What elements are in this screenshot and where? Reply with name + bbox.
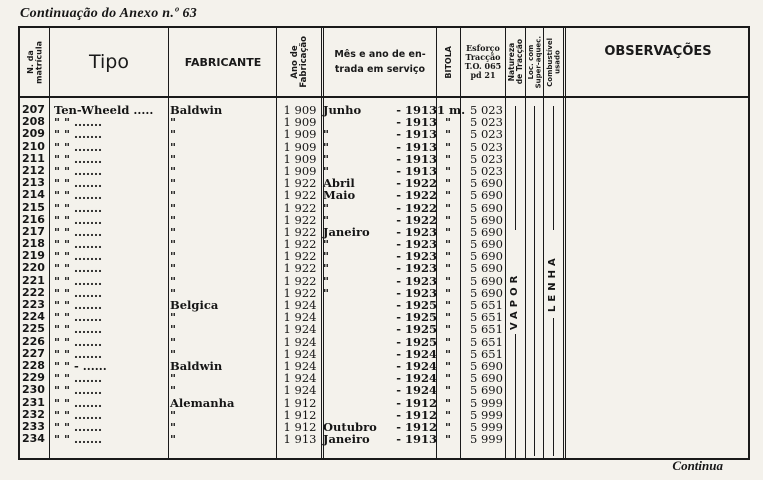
row-bitola: " [445,176,451,191]
row-ano-servico: - 1924 [396,383,437,398]
row-mes: " [323,249,329,264]
row-bitola: " [445,261,451,276]
row-esforco: 5 999 [470,419,503,434]
header-tipo: Tipo [89,51,129,73]
row-num: 228 [22,358,45,372]
row-bitola: " [445,346,451,361]
row-mes: Junho [323,103,362,117]
row-ano-servico: - 1922 [396,212,437,227]
row-fabricante: " [170,200,176,215]
table-row [20,384,748,396]
row-esforco: 5 023 [470,163,503,178]
row-ano: 1 922 [283,200,317,215]
table-row [20,238,748,250]
row-fabricante: " [170,151,176,166]
row-ano: 1 922 [283,285,317,300]
row-ano: 1 909 [283,139,317,154]
table-row [20,202,748,214]
row-mes: " [323,127,329,142]
row-num: 224 [22,310,45,324]
row-ano: 1 922 [283,176,317,191]
row-bitola: " [445,115,451,130]
row-ano-servico: - 1913 [396,127,437,142]
row-num: 217 [22,224,45,238]
row-fabricante: " [170,163,176,178]
table-row [20,433,748,445]
row-fabricante: " [170,346,176,361]
row-tipo: " " ....... [54,322,103,337]
row-fabricante: Alemanha [170,395,235,410]
row-ano: 1 913 [283,432,317,447]
row-tipo: " " ....... [54,212,103,227]
row-ano-servico: - 1922 [396,200,437,215]
row-ano: 1 922 [283,249,317,264]
row-mes: " [323,200,329,215]
row-num: 221 [22,273,45,287]
row-fabricante: " [170,310,176,325]
row-mes: Janeiro [323,432,370,447]
row-ano-servico: - 1913 [396,151,437,166]
row-bitola: " [445,139,451,154]
row-mes: " [323,237,329,252]
row-bitola: " [445,151,451,166]
row-ano-servico: - 1923 [396,261,437,276]
table-row [20,116,748,128]
row-esforco: 5 651 [470,322,503,337]
row-bitola: " [445,200,451,215]
row-esforco: 5 999 [470,407,503,422]
row-ano-servico: - 1913 [396,163,437,178]
row-fabricante: " [170,383,176,398]
row-esforco: 5 690 [470,200,503,215]
row-tipo: " " ....... [54,200,103,215]
row-ano: 1 909 [283,151,317,166]
row-num: 231 [22,395,45,409]
row-mes: Janeiro [323,224,370,239]
row-mes: Abril [323,176,355,191]
row-ano: 1 922 [283,212,317,227]
row-esforco: 5 690 [470,224,503,239]
table-row [20,336,748,348]
row-tipo: " " ....... [54,371,103,386]
page-footer: Continua [672,458,723,473]
row-bitola: " [445,298,451,312]
row-esforco: 5 023 [470,139,503,154]
row-bitola: " [445,383,451,398]
row-bitola: " [445,212,451,227]
row-mes: " [323,273,329,288]
row-num: 209 [22,127,45,141]
row-ano-servico: - 1925 [396,298,437,312]
row-ano-servico: - 1923 [396,249,437,264]
header-esforco: Esforço Tracção T.O. 065 pd 21 [464,42,502,81]
row-ano: 1 909 [283,115,317,130]
header-fabricante: FABRICANTE [184,55,262,69]
row-fabricante: " [170,139,176,154]
row-fabricante: " [170,176,176,191]
row-ano-servico: - 1925 [396,310,437,325]
row-esforco: 5 023 [470,103,503,117]
row-ano: 1 922 [283,188,317,203]
row-num: 223 [22,298,45,311]
table-row [20,128,748,140]
row-bitola: " [445,432,451,447]
row-ano: 1 924 [283,346,317,361]
table-row [20,360,748,372]
table-row [20,189,748,201]
table-row [20,226,748,238]
row-tipo: " " - ...... [54,358,107,373]
row-num: 226 [22,334,45,348]
header-num: N. da matrícula [25,40,43,84]
row-tipo: " " ....... [54,224,103,239]
row-esforco: 5 690 [470,371,503,386]
row-ano-servico: - 1924 [396,371,437,386]
locomotive-table [18,26,750,460]
row-mes: Maio [323,188,356,203]
page-header: Continuação do Anexo n.º 63 [20,6,198,21]
row-esforco: 5 690 [470,249,503,264]
row-bitola: " [445,285,451,300]
row-esforco: 5 690 [470,383,503,398]
table-row [20,372,748,384]
fuel-lenha-label: LENHA [547,254,558,312]
row-mes: Outubro [323,419,377,434]
row-esforco: 5 690 [470,273,503,288]
row-fabricante: " [170,224,176,239]
row-fabricante: Baldwin [170,358,223,373]
row-tipo: " " ....... [54,237,103,252]
row-tipo: " " ....... [54,176,103,191]
table-row [20,214,748,226]
row-fabricante: " [170,115,176,130]
row-bitola: " [445,419,451,434]
row-fabricante: " [170,249,176,264]
row-ano-servico: - 1913 [396,103,437,117]
row-esforco: 5 023 [470,127,503,142]
header-loc: Loc. com Super-aquec. [526,35,542,89]
row-esforco: 5 690 [470,188,503,203]
row-ano-servico: - 1923 [396,237,437,252]
row-ano-servico: - 1913 [396,139,437,154]
row-num: 218 [22,237,45,251]
row-ano: 1 912 [283,419,317,434]
row-num: 234 [22,432,45,446]
row-num: 215 [22,200,45,214]
row-tipo: " " ....... [54,139,103,154]
table-row [20,141,748,153]
row-esforco: 5 023 [470,151,503,166]
row-esforco: 5 651 [470,334,503,349]
row-tipo: " " ....... [54,383,103,398]
row-ano-servico: - 1925 [396,334,437,349]
row-esforco: 5 690 [470,358,503,373]
row-esforco: 5 999 [470,432,503,447]
row-bitola: " [445,249,451,264]
row-num: 227 [22,346,45,360]
row-ano-servico: - 1913 [396,432,437,447]
row-esforco: 5 690 [470,261,503,276]
row-fabricante: " [170,419,176,434]
row-esforco: 5 651 [470,298,503,312]
row-ano-servico: - 1923 [396,285,437,300]
row-bitola: " [445,310,451,325]
row-esforco: 5 023 [470,115,503,130]
row-tipo: " " ....... [54,407,103,422]
row-mes: " [323,163,329,178]
row-fabricante: Baldwin [170,103,223,117]
row-num: 230 [22,383,45,397]
row-esforco: 5 690 [470,212,503,227]
row-tipo: " " ....... [54,188,103,203]
table-row [20,323,748,335]
row-ano-servico: - 1923 [396,224,437,239]
header-rule [20,96,748,98]
row-bitola: 1 m. [437,103,466,117]
row-mes: " [323,212,329,227]
row-tipo: " " ....... [54,298,103,312]
row-ano: 1 912 [283,407,317,422]
table-row [20,177,748,189]
table-row [20,275,748,287]
row-num: 216 [22,212,45,226]
row-bitola: " [445,237,451,252]
header-mes: Mês e ano de en- trada em serviço [334,48,426,75]
row-ano: 1 922 [283,237,317,252]
row-fabricante: " [170,432,176,447]
row-ano-servico: - 1925 [396,322,437,337]
row-bitola: " [445,188,451,203]
row-tipo: " " ....... [54,151,103,166]
row-fabricante: " [170,273,176,288]
row-mes: " [323,139,329,154]
row-ano: 1 924 [283,298,317,312]
row-ano-servico: - 1924 [396,346,437,361]
row-num: 232 [22,407,45,421]
row-ano-servico: - 1924 [396,358,437,373]
row-fabricante: " [170,127,176,142]
row-fabricante: Belgica [170,298,219,312]
row-bitola: " [445,322,451,337]
header-combustivel: Combustível usado [545,37,561,87]
row-ano: 1 924 [283,310,317,325]
row-ano: 1 924 [283,358,317,373]
row-num: 222 [22,285,45,299]
row-bitola: " [445,395,451,410]
row-ano-servico: - 1922 [396,188,437,203]
row-tipo: " " ....... [54,419,103,434]
header-ano: Ano de Fabricação [290,36,309,88]
table-row [20,311,748,323]
row-ano-servico: - 1912 [396,419,437,434]
table-row [20,104,748,116]
row-ano: 1 924 [283,322,317,337]
header-natureza: Natureza de Tracção [507,39,524,85]
row-ano: 1 909 [283,103,317,117]
row-ano: 1 924 [283,383,317,398]
row-num: 210 [22,139,45,153]
row-num: 212 [22,163,45,177]
row-fabricante: " [170,322,176,337]
table-row [20,153,748,165]
row-esforco: 5 690 [470,176,503,191]
row-fabricante: " [170,371,176,386]
row-fabricante: " [170,407,176,422]
table-row [20,262,748,274]
row-esforco: 5 999 [470,395,503,410]
traction-vapor-label: VAPOR [509,271,520,330]
row-ano-servico: - 1913 [396,115,437,130]
row-num: 211 [22,151,45,165]
row-fabricante: " [170,334,176,349]
table-row [20,250,748,262]
row-num: 219 [22,249,45,263]
row-tipo: " " ....... [54,346,103,361]
row-tipo: " " ....... [54,432,103,447]
row-bitola: " [445,224,451,239]
row-ano: 1 909 [283,127,317,142]
table-row [20,397,748,409]
table-row [20,421,748,433]
table-row [20,299,748,311]
row-ano: 1 922 [283,261,317,276]
row-ano: 1 924 [283,334,317,349]
row-fabricante: " [170,188,176,203]
row-num: 229 [22,371,45,385]
row-fabricante: " [170,285,176,300]
row-esforco: 5 690 [470,237,503,252]
table-row [20,409,748,421]
row-ano-servico: - 1922 [396,176,437,191]
row-bitola: " [445,163,451,178]
row-num: 208 [22,115,45,129]
row-bitola: " [445,127,451,142]
row-ano-servico: - 1923 [396,273,437,288]
table-row [20,165,748,177]
row-esforco: 5 690 [470,285,503,300]
row-tipo: " " ....... [54,273,103,288]
row-ano: 1 922 [283,273,317,288]
row-mes: " [323,285,329,300]
row-ano-servico: - 1912 [396,407,437,422]
row-ano: 1 922 [283,224,317,239]
row-tipo: " " ....... [54,310,103,325]
row-num: 207 [22,103,45,116]
header-bitola: BITOLA [443,45,453,79]
row-tipo: " " ....... [54,285,103,300]
row-mes: " [323,261,329,276]
row-tipo: " " ....... [54,127,103,142]
table-row [20,348,748,360]
table-body [20,104,748,445]
row-num: 225 [22,322,45,336]
row-ano-servico: - 1912 [396,395,437,410]
row-tipo: " " ....... [54,163,103,178]
row-bitola: " [445,371,451,386]
row-esforco: 5 651 [470,310,503,325]
row-ano: 1 924 [283,371,317,386]
row-fabricante: " [170,212,176,227]
row-fabricante: " [170,237,176,252]
row-num: 214 [22,188,45,202]
row-fabricante: " [170,261,176,276]
row-tipo: " " ....... [54,115,103,130]
row-num: 213 [22,176,45,190]
table-row [20,287,748,299]
row-tipo: " " ....... [54,261,103,276]
row-tipo: " " ....... [54,395,103,410]
row-tipo: " " ....... [54,334,103,349]
row-esforco: 5 651 [470,346,503,361]
row-bitola: " [445,358,451,373]
row-tipo: Ten-Wheeld ..... [54,103,154,117]
row-bitola: " [445,407,451,422]
row-num: 220 [22,261,45,275]
header-observacoes: OBSERVAÇÕES [604,44,712,59]
row-tipo: " " ....... [54,249,103,264]
row-bitola: " [445,273,451,288]
row-mes: " [323,151,329,166]
row-num: 233 [22,419,45,433]
row-ano: 1 909 [283,163,317,178]
row-ano: 1 912 [283,395,317,410]
row-bitola: " [445,334,451,349]
